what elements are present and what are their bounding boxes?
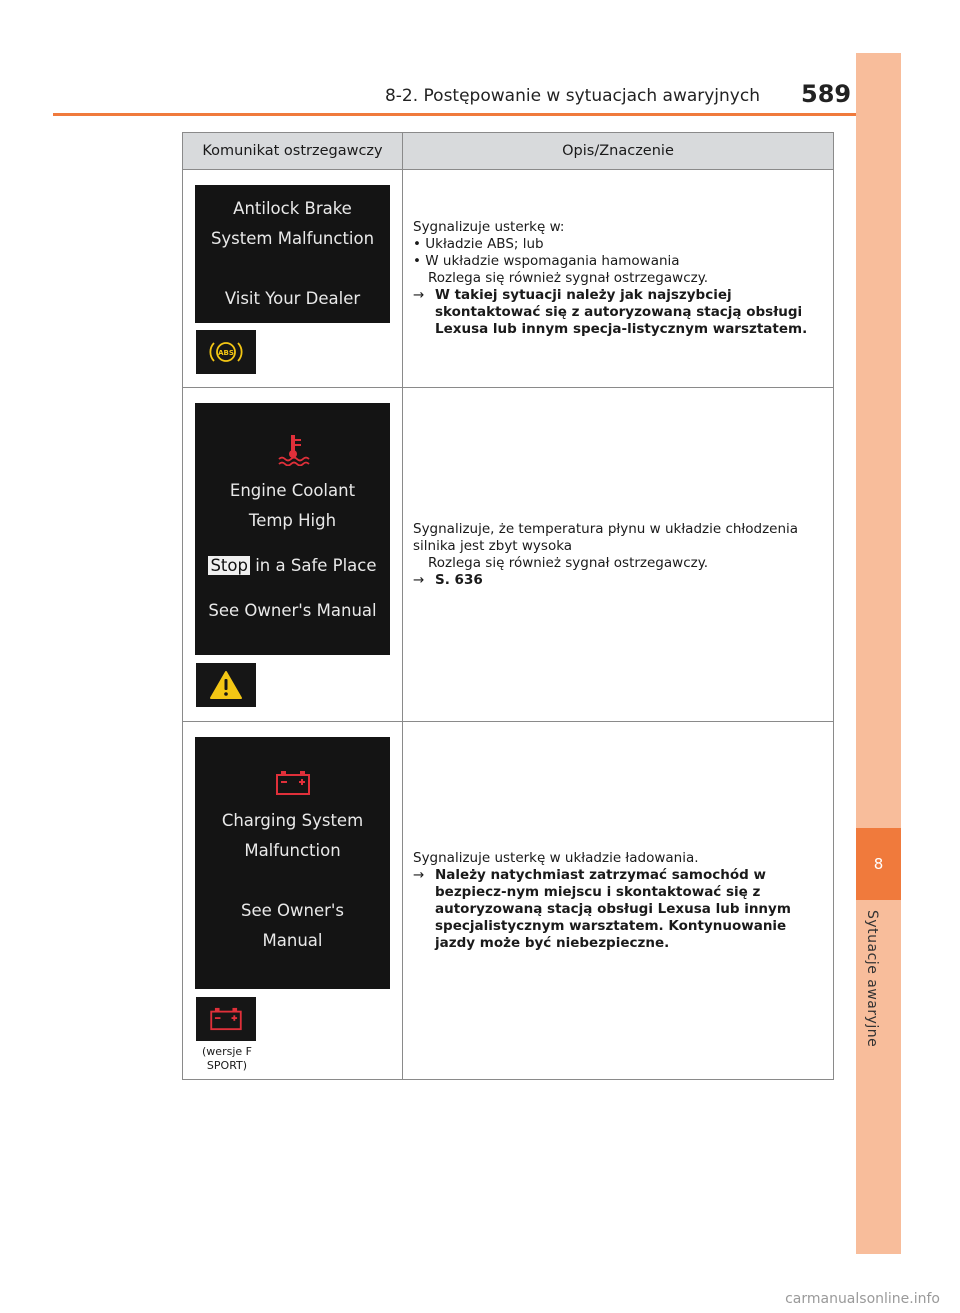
chapter-label: Sytuacje awaryjne bbox=[864, 910, 880, 1048]
description-action bbox=[413, 867, 823, 952]
description-bullet: • W układzie wspomagania hamowania bbox=[413, 253, 680, 269]
description-intro: Sygnalizuje usterkę w układzie ładowania. bbox=[413, 849, 699, 866]
svg-text:ABS: ABS bbox=[218, 349, 234, 357]
screen-line: System Malfunction bbox=[210, 229, 375, 248]
chapter-side-tab bbox=[856, 53, 901, 1254]
screen-line: in a Safe Place bbox=[255, 556, 377, 575]
description-note: Rozlega się również sygnał ostrzegawczy. bbox=[428, 270, 709, 286]
screen-line: Temp High bbox=[248, 511, 337, 530]
screen-line-stop bbox=[208, 551, 376, 581]
screen-line: Malfunction bbox=[244, 841, 341, 860]
arrow-icon: → bbox=[413, 866, 425, 883]
coolant-temperature-icon bbox=[276, 432, 310, 466]
column-header-message: Komunikat ostrzegawczy bbox=[183, 133, 403, 170]
description-action bbox=[413, 287, 823, 338]
table-row bbox=[183, 722, 834, 1080]
display-screen bbox=[195, 403, 390, 655]
action-text: Należy natychmiast zatrzymać samochód w bezpiecz-nym miejscu i skontaktować się z autoryzowaną stacją obsługi Lexusa lub innym specjalistycznym warsztatem. Kontynuowanie jazdy może być niebezpieczne. bbox=[435, 866, 791, 951]
arrow-icon: → bbox=[413, 287, 425, 303]
warning-message-table bbox=[182, 132, 834, 1080]
action-text: W takiej sytuacji należy jak najszybciej skontaktować się z autoryzowaną stacją obsługi Lexusa lub innym specja-listycznym warsztatem. bbox=[435, 287, 808, 337]
display-screen bbox=[195, 185, 390, 323]
message-cell bbox=[183, 722, 403, 1080]
header-rule bbox=[53, 113, 856, 116]
display-screen bbox=[195, 737, 390, 989]
table-row bbox=[183, 170, 834, 388]
screen-line: Charging System bbox=[221, 811, 364, 830]
screen-line: See Owner's bbox=[240, 901, 345, 920]
master-warning-icon bbox=[196, 663, 256, 707]
battery-screen-icon bbox=[274, 770, 312, 796]
message-cell bbox=[183, 388, 403, 722]
screen-line: See Owner's Manual bbox=[208, 601, 377, 620]
screen-line: Manual bbox=[262, 931, 323, 950]
screen-line: Engine Coolant bbox=[229, 481, 356, 500]
table-row bbox=[183, 388, 834, 722]
description-action bbox=[413, 572, 823, 589]
icon-caption: (wersje F SPORT) bbox=[202, 1045, 252, 1072]
action-text: S. 636 bbox=[435, 571, 483, 588]
arrow-icon: → bbox=[413, 571, 425, 588]
description-cell bbox=[403, 170, 834, 388]
stop-label: Stop bbox=[210, 556, 248, 575]
abs-warning-icon bbox=[196, 330, 256, 374]
watermark: carmanualsonline.info bbox=[785, 1291, 940, 1307]
description-intro: Sygnalizuje, że temperatura płynu w układzie chłodzenia silnika jest zbyt wysoka bbox=[413, 520, 799, 554]
description-intro: Sygnalizuje usterkę w: bbox=[413, 219, 565, 235]
column-header-description: Opis/Znaczenie bbox=[403, 133, 834, 170]
description-note: Rozlega się również sygnał ostrzegawczy. bbox=[428, 554, 709, 571]
battery-icon bbox=[196, 997, 256, 1041]
page-number: 589 bbox=[801, 80, 852, 108]
chapter-number: 8 bbox=[856, 828, 901, 900]
description-bullet: • Układzie ABS; lub bbox=[413, 236, 544, 252]
screen-line: Antilock Brake bbox=[233, 199, 352, 218]
screen-line: Visit Your Dealer bbox=[224, 289, 361, 308]
section-title: 8-2. Postępowanie w sytuacjach awaryjnych bbox=[384, 86, 760, 106]
table-header-row bbox=[183, 133, 834, 170]
description-cell bbox=[403, 388, 834, 722]
description-cell bbox=[403, 722, 834, 1080]
message-cell bbox=[183, 170, 403, 388]
